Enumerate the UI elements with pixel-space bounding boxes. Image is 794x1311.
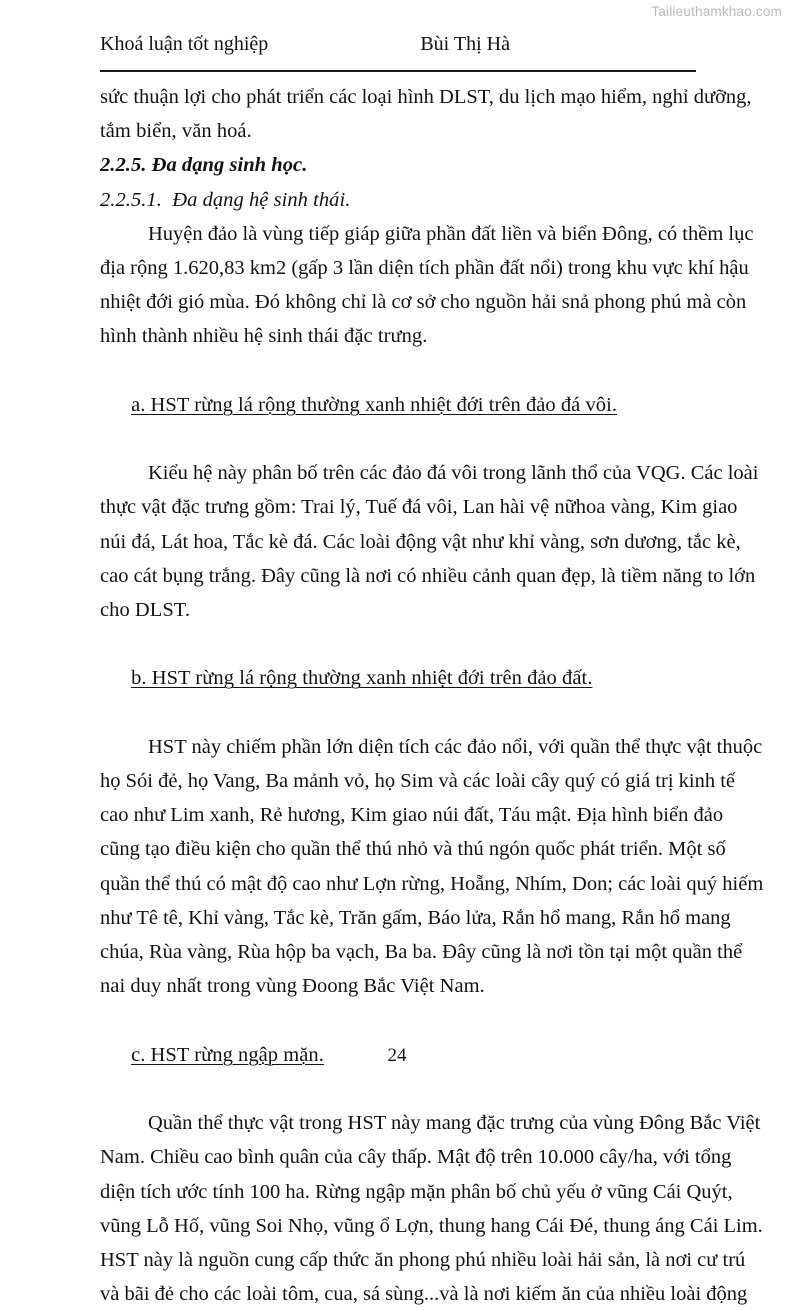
paragraph-indent <box>100 456 148 490</box>
paragraph-line: HST này là nguồn cung cấp thức ăn phong phú nhiều loài hải sản, là nơi cư trú <box>100 1248 746 1271</box>
document-body <box>100 80 764 1311</box>
paragraph-line: như Tê tê, Khỉ vàng, Tắc kè, Trăn gấm, Báo lửa, Rắn hổ mang, Rắn hổ mang <box>100 906 731 929</box>
paragraph-line: cho DLST. <box>100 599 191 622</box>
running-header <box>100 31 696 57</box>
paragraph-line: cao cát bụng trắng. Đây cũng là nơi có nhiều cảnh quan đẹp, là tiềm năng to lớn <box>100 564 756 587</box>
subheading-a-label: a. HST rừng lá rộng thường xanh nhiệt đới trên đảo đá vôi. <box>131 393 618 416</box>
paragraph-line: vũng Lỗ Hố, vũng Soi Nhọ, vũng ổ Lợn, thung hang Cái Đé, thung áng Cái Lim. <box>100 1214 763 1237</box>
paragraph-line <box>100 1106 761 1140</box>
subheading-c-label: c. HST rừng ngập mặn. <box>131 1043 324 1066</box>
paragraph-text: Quần thể thực vật trong HST này mang đặc trưng của vùng Đông Bắc Việt <box>148 1112 761 1135</box>
paragraph-line: cũng tạo điều kiện cho quần thể thú nhỏ và thú ngón quốc phát triển. Một số <box>100 838 726 861</box>
paragraph-line: hình thành nhiều hệ sinh thái đặc trưng. <box>100 325 428 348</box>
paragraph-text: Kiểu hệ này phân bố trên các đảo đá vôi trong lãnh thổ của VQG. Các loài <box>148 462 759 485</box>
paragraph-line: cao như Lim xanh, Rẻ hương, Kim giao núi đất, Táu mật. Địa hình biển đảo <box>100 804 724 827</box>
paragraph-line <box>100 456 759 490</box>
header-divider-rule <box>100 70 696 72</box>
paragraph-line: Nam. Chiều cao bình quân của cây thấp. Mật độ trên 10.000 cây/ha, với tổng <box>100 1146 732 1169</box>
paragraph-line: và bãi đẻ cho các loài tôm, cua, sá sùng...và là nơi kiếm ăn của nhiều loài động <box>100 1283 748 1306</box>
subsection-heading-2-2-5-1: 2.2.5.1. Đa dạng hệ sinh thái. <box>100 188 351 211</box>
paragraph-line: thực vật đặc trưng gồm: Trai lý, Tuế đá vôi, Lan hài vệ nữhoa vàng, Kim giao <box>100 496 738 519</box>
header-title-left: Khoá luận tốt nghiệp <box>100 33 269 55</box>
paragraph-line <box>100 730 763 764</box>
paragraph-indent <box>100 217 148 251</box>
subheading-a <box>100 354 698 457</box>
paragraph-line: quần thể thú có mật độ cao như Lợn rừng, Hoẵng, Nhím, Don; các loài quý hiếm <box>100 872 764 895</box>
paragraph-line: sức thuận lợi cho phát triển các loại hình DLST, du lịch mạo hiểm, nghỉ dưỡng, <box>100 86 752 108</box>
paragraph-line: diện tích ước tính 100 ha. Rừng ngập mặn phân bố chủ yếu ở vũng Cái Quýt, <box>100 1180 733 1203</box>
paragraph-indent <box>100 730 148 764</box>
subheading-b <box>100 627 698 730</box>
paragraph-line: nhiệt đới gió mùa. Đó không chỉ là cơ sở cho nguồn hải snả phong phú mà còn <box>100 291 747 314</box>
section-heading-2-2-5: 2.2.5. Đa dạng sinh học. <box>100 154 308 177</box>
paragraph-line: chúa, Rùa vàng, Rùa hộp ba vạch, Ba ba. Đây cũng là nơi tồn tại một quần thể <box>100 941 743 964</box>
paragraph-line: núi đá, Lát hoa, Tắc kè đá. Các loài động vật như khỉ vàng, sơn dương, tắc kè, <box>100 530 741 553</box>
subheading-b-label: b. HST rừng lá rộng thường xanh nhiệt đới trên đảo đất. <box>131 667 593 690</box>
header-author-right: Bùi Thị Hà <box>420 33 510 55</box>
paragraph-line: tắm biển, văn hoá. <box>100 120 252 143</box>
watermark-text: Tailieuthamkhao.com <box>651 4 782 19</box>
paragraph-text: Huyện đảo là vùng tiếp giáp giữa phần đất liền và biển Đông, có thềm lục <box>148 222 754 245</box>
paragraph-text: HST này chiếm phần lớn diện tích các đảo nổi, với quần thể thực vật thuộc <box>148 735 763 758</box>
paragraph-line: địa rộng 1.620,83 km2 (gấp 3 lần diện tích phần đất nổi) trong khu vực khí hậu <box>100 257 749 280</box>
paragraph-indent <box>100 1106 148 1140</box>
page-number: 24 <box>387 1045 407 1066</box>
paragraph-line <box>100 217 754 251</box>
paragraph-line: nai duy nhất trong vùng Đoong Bắc Việt Nam. <box>100 975 485 998</box>
paragraph-line: họ Sói đẻ, họ Vang, Ba mảnh vỏ, họ Sim và các loài cây quý có giá trị kinh tế <box>100 770 735 793</box>
